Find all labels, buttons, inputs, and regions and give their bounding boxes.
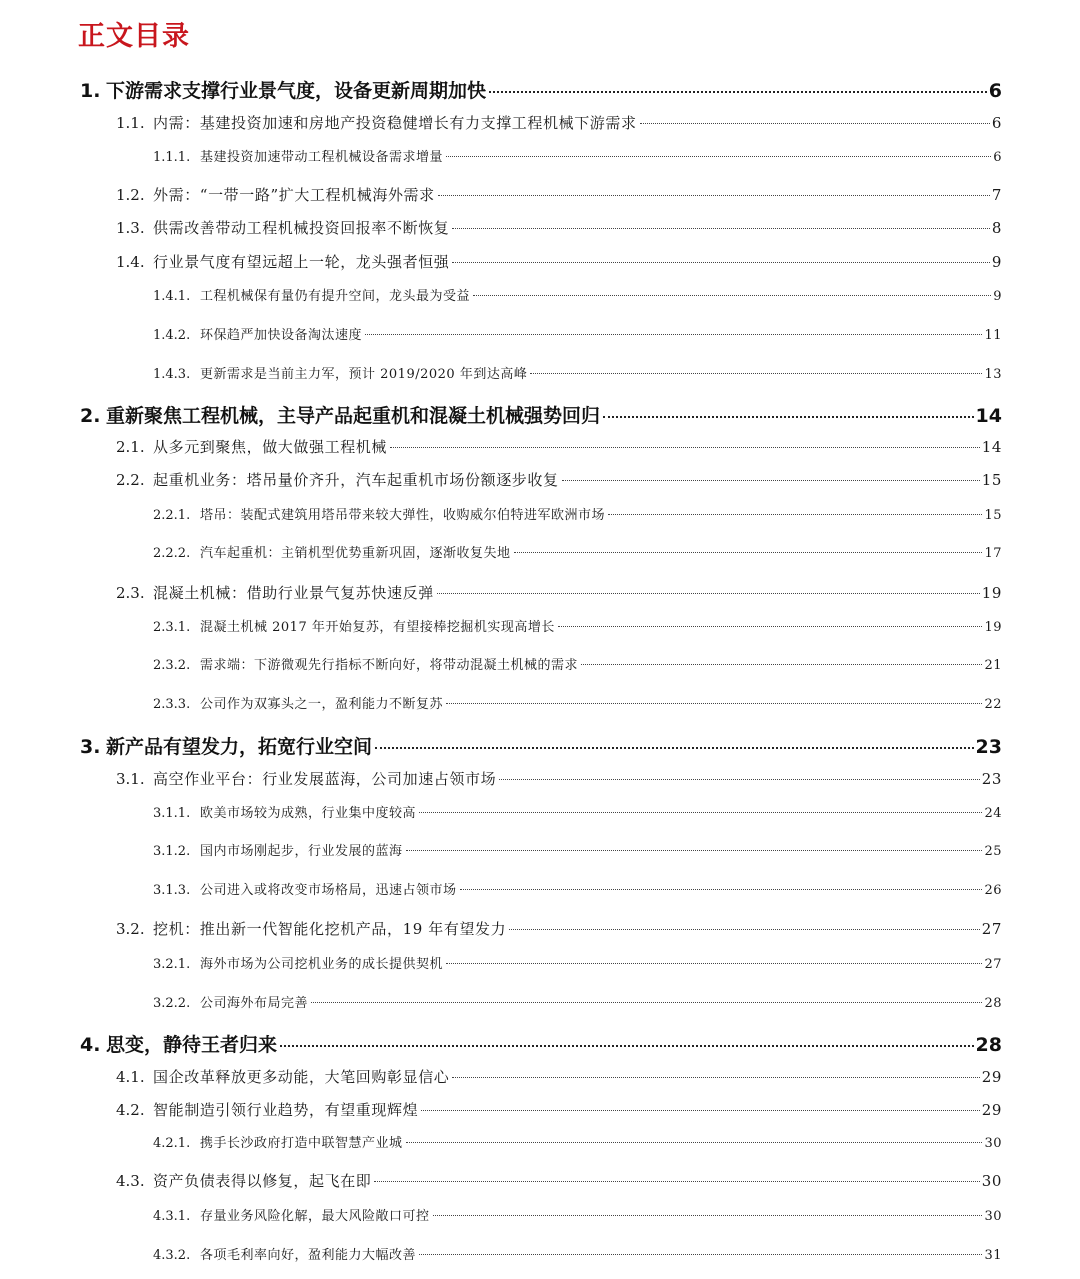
toc-entry-page-number: 28	[975, 1034, 1002, 1056]
toc-entry-level-3[interactable]	[153, 146, 1002, 165]
toc-entry-page-number: 9	[991, 253, 1002, 271]
toc-entry-title: 供需改善带动工程机械投资回报率不断恢复	[153, 219, 450, 237]
toc-entry-level-1[interactable]	[80, 401, 1002, 428]
dot-leader	[406, 850, 983, 851]
toc-entry-number: 1.4.2.	[153, 328, 191, 343]
dot-leader	[608, 514, 982, 515]
toc-entry-number: 2.2.1.	[153, 508, 191, 523]
toc-entry-level-3[interactable]	[153, 840, 1002, 859]
toc-entry-title: 重新聚焦工程机械，主导产品起重机和混凝土机械强势回归	[106, 405, 601, 427]
toc-entry-title: 行业景气度有望远超上一轮，龙头强者恒强	[153, 253, 450, 271]
toc-entry-page-number: 24	[984, 806, 1002, 821]
toc-entry-number: 1.	[80, 80, 101, 102]
toc-entry-page-number: 25	[984, 844, 1002, 859]
toc-entry-level-2[interactable]	[116, 768, 1002, 789]
toc-entry-page-number: 31	[984, 1248, 1002, 1263]
toc-entry-title: 公司海外布局完善	[200, 996, 309, 1011]
toc-entry-level-3[interactable]	[153, 363, 1002, 382]
toc-entry-title: 下游需求支撑行业景气度，设备更新周期加快	[106, 80, 487, 102]
toc-entry-level-3[interactable]	[153, 802, 1002, 821]
dot-leader	[446, 963, 982, 964]
toc-entry-level-3[interactable]	[153, 542, 1002, 561]
toc-entry-level-3[interactable]	[153, 953, 1002, 972]
toc-entry-title: 欧美市场较为成熟，行业集中度较高	[200, 806, 417, 821]
dot-leader	[390, 447, 980, 448]
toc-entry-page-number: 30	[981, 1172, 1002, 1190]
toc-entry-level-3[interactable]	[153, 879, 1002, 898]
toc-entry-title: 高空作业平台：行业发展蓝海，公司加速占领市场	[153, 770, 497, 788]
toc-entry-title: 起重机业务：塔吊量价齐升，汽车起重机市场份额逐步收复	[153, 471, 559, 489]
toc-entry-level-1[interactable]	[80, 76, 1002, 103]
toc-entry-number: 1.2.	[116, 186, 145, 204]
toc-entry-page-number: 14	[975, 405, 1002, 427]
toc-entry-level-2[interactable]	[116, 436, 1002, 457]
toc-entry-number: 3.	[80, 736, 101, 758]
toc-entry-title: 国内市场刚起步，行业发展的蓝海	[200, 844, 403, 859]
toc-entry-page-number: 7	[991, 186, 1002, 204]
toc-entry-number: 4.2.	[116, 1101, 145, 1119]
dot-leader	[460, 889, 983, 890]
toc-entry-page-number: 28	[984, 996, 1002, 1011]
toc-entry-title: 从多元到聚焦，做大做强工程机械	[153, 438, 388, 456]
toc-entry-level-3[interactable]	[153, 1132, 1002, 1151]
dot-leader	[419, 1254, 982, 1255]
toc-entry-title: 需求端：下游微观先行指标不断向好，将带动混凝土机械的需求	[200, 658, 579, 673]
toc-entry-title: 国企改革释放更多动能，大笔回购彰显信心	[153, 1068, 450, 1086]
toc-entry-level-3[interactable]	[153, 654, 1002, 673]
dot-leader	[473, 295, 991, 296]
toc-entry-page-number: 26	[984, 883, 1002, 898]
toc-entry-number: 3.1.	[116, 770, 145, 788]
toc-entry-page-number: 15	[981, 471, 1002, 489]
toc-entry-level-2[interactable]	[116, 251, 1002, 272]
toc-entry-title: 公司进入或将改变市场格局，迅速占领市场	[200, 883, 457, 898]
dot-leader	[452, 228, 989, 229]
toc-entry-level-2[interactable]	[116, 1066, 1002, 1087]
dot-leader	[437, 593, 980, 594]
toc-entry-number: 1.4.3.	[153, 367, 191, 382]
toc-entry-title: 汽车起重机：主销机型优势重新巩固，逐渐收复失地	[200, 546, 511, 561]
toc-entry-page-number: 14	[981, 438, 1002, 456]
toc-entry-page-number: 6	[993, 150, 1002, 165]
toc-entry-level-1[interactable]	[80, 1030, 1002, 1057]
toc-entry-page-number: 17	[984, 546, 1002, 561]
dot-leader	[603, 416, 974, 418]
dot-leader	[452, 1077, 979, 1078]
toc-entry-level-1[interactable]	[80, 732, 1002, 759]
toc-entry-title: 更新需求是当前主力军，预计 2019/2020 年到达高峰	[200, 367, 528, 382]
toc-entry-number: 1.1.1.	[153, 150, 191, 165]
toc-entry-page-number: 13	[984, 367, 1002, 382]
toc-entry-level-3[interactable]	[153, 285, 1002, 304]
toc-entry-title: 混凝土机械 2017 年开始复苏，有望接棒挖掘机实现高增长	[200, 620, 555, 635]
toc-entry-title: 资产负债表得以修复，起飞在即	[153, 1172, 372, 1190]
dot-leader	[419, 812, 982, 813]
toc-entry-title: 混凝土机械：借助行业景气复苏快速反弹	[153, 584, 434, 602]
toc-entry-number: 1.3.	[116, 219, 145, 237]
toc-entry-page-number: 15	[984, 508, 1002, 523]
toc-entry-title: 各项毛利率向好，盈利能力大幅改善	[200, 1248, 417, 1263]
toc-entry-number: 4.3.	[116, 1172, 145, 1190]
dot-leader	[509, 929, 979, 930]
toc-entry-level-2[interactable]	[116, 217, 1002, 238]
toc-entry-page-number: 23	[981, 770, 1002, 788]
dot-leader	[421, 1110, 980, 1111]
toc-entry-page-number: 19	[981, 584, 1002, 602]
toc-entry-number: 2.3.1.	[153, 620, 191, 635]
toc-entry-level-2[interactable]	[116, 582, 1002, 603]
toc-entry-title: 工程机械保有量仍有提升空间，龙头最为受益	[200, 289, 471, 304]
toc-entry-number: 1.4.1.	[153, 289, 191, 304]
toc-entry-level-2[interactable]	[116, 1170, 1002, 1191]
toc-entry-number: 3.1.1.	[153, 806, 191, 821]
dot-leader	[446, 156, 991, 157]
toc-entry-level-3[interactable]	[153, 992, 1002, 1011]
toc-entry-number: 4.	[80, 1034, 101, 1056]
toc-entry-number: 2.3.3.	[153, 697, 191, 712]
toc-entry-title: 存量业务风险化解，最大风险敞口可控	[200, 1209, 430, 1224]
toc-entry-level-3[interactable]	[153, 693, 1002, 712]
toc-entry-title: 内需：基建投资加速和房地产投资稳健增长有力支撑工程机械下游需求	[153, 114, 637, 132]
toc-entry-number: 4.2.1.	[153, 1136, 191, 1151]
toc-entry-page-number: 23	[975, 736, 1002, 758]
page-title: 正文目录	[78, 21, 190, 52]
toc-entry-page-number: 22	[984, 697, 1002, 712]
toc-entry-number: 3.2.	[116, 920, 145, 938]
toc-entry-number: 4.3.2.	[153, 1248, 191, 1263]
dot-leader	[280, 1045, 974, 1047]
dot-leader	[640, 123, 990, 124]
toc-entry-level-3[interactable]	[153, 504, 1002, 523]
toc-entry-page-number: 19	[984, 620, 1002, 635]
toc-entry-number: 2.2.2.	[153, 546, 191, 561]
toc-entry-page-number: 27	[981, 920, 1002, 938]
dot-leader	[530, 373, 982, 374]
toc-entry-title: 新产品有望发力，拓宽行业空间	[106, 736, 373, 758]
toc-entry-title: 外需：“一带一路”扩大工程机械海外需求	[153, 186, 435, 204]
toc-entry-number: 4.1.	[116, 1068, 145, 1086]
toc-entry-title: 环保趋严加快设备淘汰速度	[200, 328, 363, 343]
toc-entry-title: 思变，静待王者归来	[106, 1034, 278, 1056]
toc-entry-number: 4.3.1.	[153, 1209, 191, 1224]
toc-entry-title: 智能制造引领行业趋势，有望重现辉煌	[153, 1101, 419, 1119]
dot-leader	[452, 262, 989, 263]
toc-entry-page-number: 9	[993, 289, 1002, 304]
dot-leader	[375, 747, 974, 749]
toc-entry-page-number: 27	[984, 957, 1002, 972]
toc-entry-level-2[interactable]	[116, 469, 1002, 490]
toc-entry-number: 2.	[80, 405, 101, 427]
toc-entry-title: 海外市场为公司挖机业务的成长提供契机	[200, 957, 444, 972]
dot-leader	[433, 1215, 983, 1216]
toc-entry-number: 3.2.1.	[153, 957, 191, 972]
toc-entry-level-3[interactable]	[153, 1244, 1002, 1263]
dot-leader	[438, 195, 990, 196]
dot-leader	[374, 1181, 979, 1182]
dot-leader	[406, 1142, 983, 1143]
toc-entry-title: 基建投资加速带动工程机械设备需求增量	[200, 150, 444, 165]
dot-leader	[558, 626, 983, 627]
dot-leader	[499, 779, 980, 780]
toc-entry-page-number: 29	[981, 1068, 1002, 1086]
toc-entry-page-number: 21	[984, 658, 1002, 673]
dot-leader	[581, 664, 982, 665]
toc-entry-page-number: 29	[981, 1101, 1002, 1119]
dot-leader	[562, 480, 980, 481]
dot-leader	[446, 703, 982, 704]
toc-entry-page-number: 8	[991, 219, 1002, 237]
toc-entry-number: 2.3.2.	[153, 658, 191, 673]
toc-entry-page-number: 30	[984, 1136, 1002, 1151]
toc-entry-title: 公司作为双寡头之一，盈利能力不断复苏	[200, 697, 444, 712]
toc-entry-level-2[interactable]	[116, 1099, 1002, 1120]
toc-entry-number: 3.1.3.	[153, 883, 191, 898]
toc-entry-number: 2.2.	[116, 471, 145, 489]
dot-leader	[514, 552, 983, 553]
toc-entry-number: 1.1.	[116, 114, 145, 132]
toc-entry-level-3[interactable]	[153, 616, 1002, 635]
toc-entry-page-number: 11	[984, 328, 1002, 343]
toc-entry-level-2[interactable]	[116, 184, 1002, 205]
toc-entry-number: 3.1.2.	[153, 844, 191, 859]
toc-entry-title: 塔吊：装配式建筑用塔吊带来较大弹性，收购威尔伯特进军欧洲市场	[200, 508, 606, 523]
toc-entry-title: 携手长沙政府打造中联智慧产业城	[200, 1136, 403, 1151]
toc-entry-level-3[interactable]	[153, 324, 1002, 343]
toc-entry-level-3[interactable]	[153, 1205, 1002, 1224]
toc-entry-title: 挖机：推出新一代智能化挖机产品，19 年有望发力	[153, 920, 507, 938]
toc-entry-page-number: 6	[991, 114, 1002, 132]
toc-entry-level-2[interactable]	[116, 918, 1002, 939]
toc-entry-level-2[interactable]	[116, 112, 1002, 133]
dot-leader	[489, 91, 987, 93]
toc-entry-page-number: 6	[988, 80, 1002, 102]
toc-entry-page-number: 30	[984, 1209, 1002, 1224]
toc-entry-number: 2.1.	[116, 438, 145, 456]
dot-leader	[311, 1002, 982, 1003]
toc-entry-number: 3.2.2.	[153, 996, 191, 1011]
dot-leader	[365, 334, 982, 335]
toc-entry-number: 1.4.	[116, 253, 145, 271]
toc-entry-number: 2.3.	[116, 584, 145, 602]
